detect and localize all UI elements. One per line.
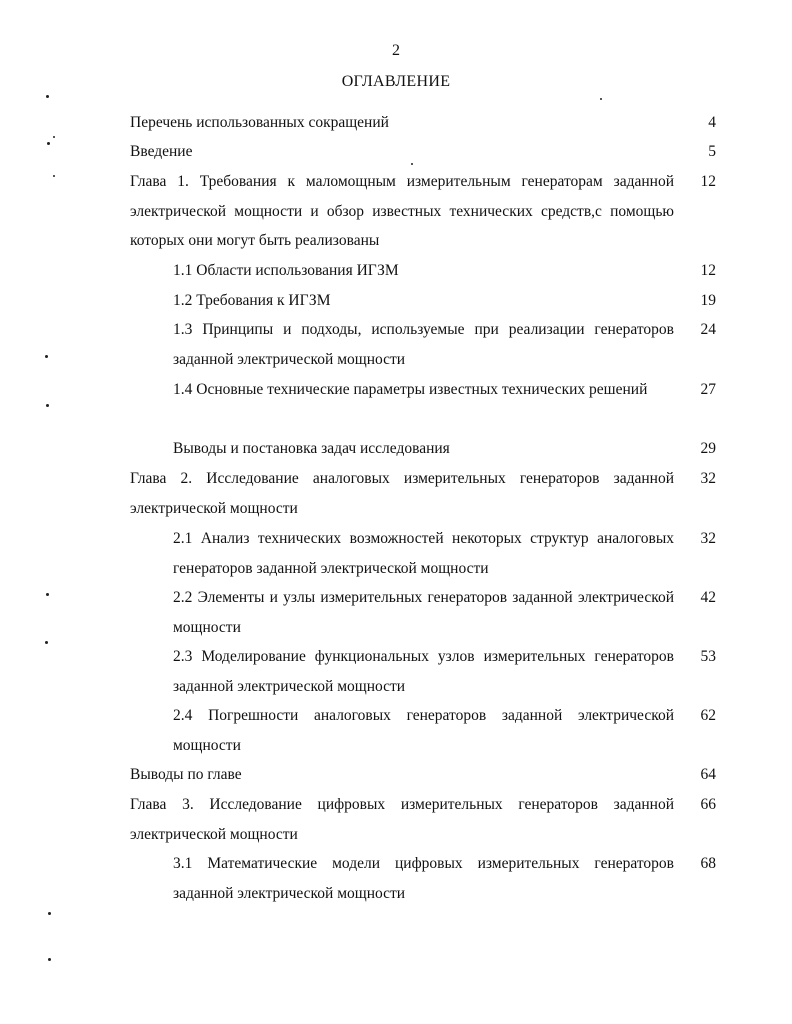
toc-entry-page: 64 [700,766,716,783]
toc-entry-page: 66 [700,796,716,813]
toc-entry[interactable] [173,434,716,464]
toc-entry-page: 32 [700,530,716,547]
toc-entry[interactable] [173,286,716,316]
toc-entry-page: 27 [700,381,716,398]
scan-speck [600,98,602,100]
toc-entry-page: 53 [700,648,716,665]
toc-entry[interactable] [130,760,716,790]
page-number: 2 [392,42,400,59]
toc-entry-page: 32 [700,470,716,487]
toc-entry-title: Введение [130,143,193,160]
scan-speck [53,136,55,138]
toc-entry-page: 42 [700,589,716,606]
toc-entry-page: 62 [700,707,716,724]
toc-entry[interactable] [130,790,716,849]
toc-entry-page: 68 [700,855,716,872]
toc-entry-page: 24 [700,321,716,338]
toc-entry[interactable] [173,375,716,405]
toc-entry[interactable] [173,315,716,374]
toc-entry[interactable] [173,256,716,286]
toc-entry-title: Глава 1. Требования к маломощным измерительным генераторам заданной электрической мощности и обзор известных технических средств,с помощью которых они могут быть реализованы [130,173,674,249]
toc-entry-page: 12 [700,262,716,279]
scan-speck [45,641,48,644]
scan-speck [45,355,48,358]
page-title: ОГЛАВЛЕНИЕ [341,73,451,90]
scan-speck [46,593,49,596]
toc-entry[interactable] [173,849,716,908]
toc-entry-title: 1.4 Основные технические параметры известных технических решений [173,381,648,398]
toc-entry-title: 2.3 Моделирование функциональных узлов измерительных генераторов заданной электрической мощности [173,648,674,695]
toc-entry[interactable] [173,701,716,760]
toc-entry-title: 2.4 Погрешности аналоговых генераторов заданной электрической мощности [173,707,674,754]
toc-entry[interactable] [173,583,716,642]
toc-entry-page: 12 [700,173,716,190]
toc-entry-title: Глава 3. Исследование цифровых измерительных генераторов заданной электрической мощности [130,796,674,843]
scan-speck [47,142,50,145]
toc-entry-title: 2.1 Анализ технических возможностей некоторых структур аналоговых генераторов заданной электрической мощности [173,530,674,577]
scan-speck [411,163,413,165]
toc-entry-page: 5 [708,143,716,160]
toc-entry[interactable] [130,167,716,256]
toc-entry-page: 19 [700,292,716,309]
toc-entry[interactable] [173,524,716,583]
toc-entry-title: Глава 2. Исследование аналоговых измерительных генераторов заданной электрической мощности [130,470,674,517]
scan-speck [46,404,49,407]
toc-entry[interactable] [173,642,716,701]
scan-speck [48,958,51,961]
toc-entry-title: Перечень использованных сокращений [130,114,389,131]
toc-entry[interactable] [130,464,716,523]
toc-entry-title: 1.3 Принципы и подходы, используемые при реализации генераторов заданной электрической мощности [173,321,674,368]
toc-entry-title: 1.1 Области использования ИГЗМ [173,262,399,279]
scan-speck [53,175,55,177]
toc-entry-page: 4 [708,114,716,131]
scan-speck [46,95,49,98]
toc-entry-title: 1.2 Требования к ИГЗМ [173,292,331,309]
toc-entry-title: Выводы и постановка задач исследования [173,440,450,457]
toc-entry-page: 29 [700,440,716,457]
toc-entry-title: Выводы по главе [130,766,242,783]
toc-entry[interactable] [130,108,716,138]
toc-entry[interactable] [130,137,716,167]
scan-speck [48,912,51,915]
toc-entry-title: 3.1 Математические модели цифровых измерительных генераторов заданной электрической мощности [173,855,674,902]
toc-entry-title: 2.2 Элементы и узлы измерительных генераторов заданной электрической мощности [173,589,674,636]
